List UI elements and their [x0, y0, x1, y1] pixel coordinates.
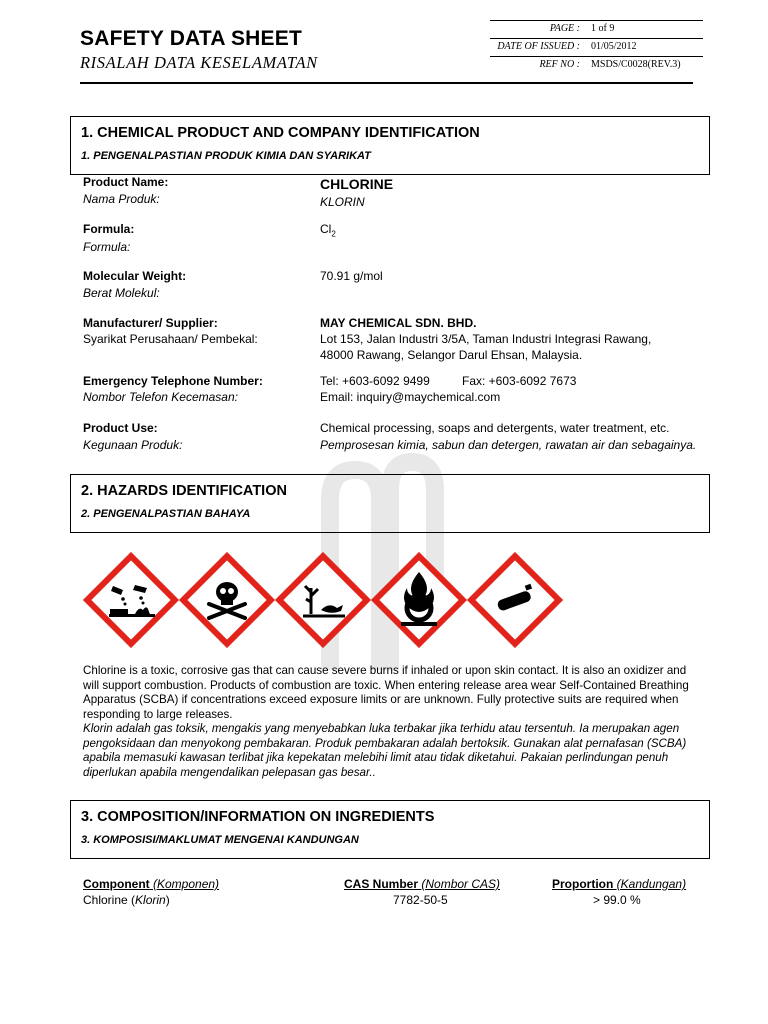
- meta-ref-no: REF NO : MSDS/C0028(REV.3): [490, 56, 703, 74]
- section-2-subheading: 2. PENGENALPASTIAN BAHAYA: [81, 508, 251, 520]
- hazards-text-ms: Klorin adalah gas toksik, mengakis yang menyebabkan luka terbakar jika terhidu atau tersentuh. Ia merupakan agen pengoksidaan dan menyokong pembakaran. Produk pembakaran adalah bertoksik. Gunakan alat pernafasan (SCBA) apabila memasuki kawasan terlibat jika kepekatan melebihi limit atau tidak diketahui. Pakaian perlindungan penuh diperlukan apabila mengendalikan pelepasan gas besar..: [83, 722, 687, 779]
- column-header-component: Component (Komponen): [83, 877, 220, 891]
- product-use-label: Product Use:: [83, 421, 158, 435]
- environment-hazard-icon: [279, 556, 367, 644]
- corrosive-icon: [87, 556, 175, 644]
- hazard-pictograms: [83, 552, 563, 653]
- emergency-email[interactable]: Email: inquiry@maychemical.com: [320, 390, 501, 404]
- molecular-weight-value: 70.91 g/mol: [320, 269, 383, 283]
- section-3-heading-box: [70, 800, 710, 859]
- table-row-proportion: > 99.0 %: [593, 893, 641, 907]
- section-1-heading-box: [70, 116, 710, 175]
- product-name-label: Product Name:: [83, 175, 169, 189]
- product-name-label-ms: Nama Produk:: [83, 192, 160, 206]
- table-row-component: Chlorine (Klorin): [83, 893, 170, 907]
- product-use-label-ms: Kegunaan Produk:: [83, 438, 183, 452]
- section-1-heading: 1. CHEMICAL PRODUCT AND COMPANY IDENTIFICATION: [81, 125, 480, 141]
- manufacturer-label: Manufacturer/ Supplier:: [83, 316, 218, 330]
- emergency-label-ms: Nombor Telefon Kecemasan:: [83, 390, 238, 404]
- document-meta: [490, 20, 703, 76]
- section-1-subheading: 1. PENGENALPASTIAN PRODUK KIMIA DAN SYARIKAT: [81, 150, 371, 162]
- product-name-value: CHLORINE: [320, 176, 394, 192]
- emergency-fax: Fax: +603-6092 7673: [462, 374, 577, 388]
- formula-label-ms: Formula:: [83, 240, 131, 254]
- product-name-value-ms: KLORIN: [320, 195, 365, 209]
- toxic-skull-icon: [183, 556, 271, 644]
- section-3-subheading: 3. KOMPOSISI/MAKLUMAT MENGENAI KANDUNGAN: [81, 834, 359, 846]
- gas-cylinder-icon: [471, 556, 559, 644]
- table-row-cas: 7782-50-5: [393, 893, 448, 907]
- column-header-cas-number: CAS Number (Nombor CAS): [344, 877, 501, 891]
- document-title: SAFETY DATA SHEET: [80, 27, 302, 50]
- hazards-text-en: Chlorine is a toxic, corrosive gas that can cause severe burns if inhaled or upon skin contact. It is also an oxidizer and will support combustion. Products of combustion are toxic. When entering release area wear Self-Contained Breathing Apparatus (SCBA) if concentrations exceed exposure limits or are unknown. Fully protective suits are required when responding to large releases.: [83, 664, 689, 721]
- product-use-value-ms: Pemprosesan kimia, sabun dan detergen, rawatan air dan sebagainya.: [320, 438, 697, 452]
- manufacturer-address-line1: Lot 153, Jalan Industri 3/5A, Taman Industri Integrasi Rawang,: [320, 332, 652, 346]
- formula-value: $Cl_2$: [320, 222, 336, 239]
- document-subtitle: RISALAH DATA KESELAMATAN: [80, 53, 318, 72]
- molecular-weight-label-ms: Berat Molekul:: [83, 286, 160, 300]
- molecular-weight-label: Molecular Weight:: [83, 269, 187, 283]
- product-use-value: Chemical processing, soaps and detergents, water treatment, etc.: [320, 421, 670, 435]
- oxidizer-flame-icon: [375, 556, 463, 644]
- emergency-tel: Tel: +603-6092 9499: [320, 374, 430, 388]
- column-header-proportion: Proportion (Kandungan): [552, 877, 687, 891]
- section-2-heading: 2. HAZARDS IDENTIFICATION: [81, 483, 287, 499]
- manufacturer-name: MAY CHEMICAL SDN. BHD.: [320, 316, 477, 330]
- emergency-label: Emergency Telephone Number:: [83, 374, 263, 388]
- manufacturer-address-line2: 48000 Rawang, Selangor Darul Ehsan, Malaysia.: [320, 348, 583, 362]
- section-2-heading-box: [70, 474, 710, 533]
- meta-date-issued: DATE OF ISSUED : 01/05/2012: [490, 38, 703, 56]
- header-rule: [80, 82, 693, 84]
- meta-page: PAGE : 1 of 9: [490, 20, 703, 38]
- formula-label: Formula:: [83, 222, 135, 236]
- section-3-heading: 3. COMPOSITION/INFORMATION ON INGREDIENTS: [81, 809, 435, 825]
- manufacturer-label-ms: Syarikat Perusahaan/ Pembekal:: [83, 332, 258, 346]
